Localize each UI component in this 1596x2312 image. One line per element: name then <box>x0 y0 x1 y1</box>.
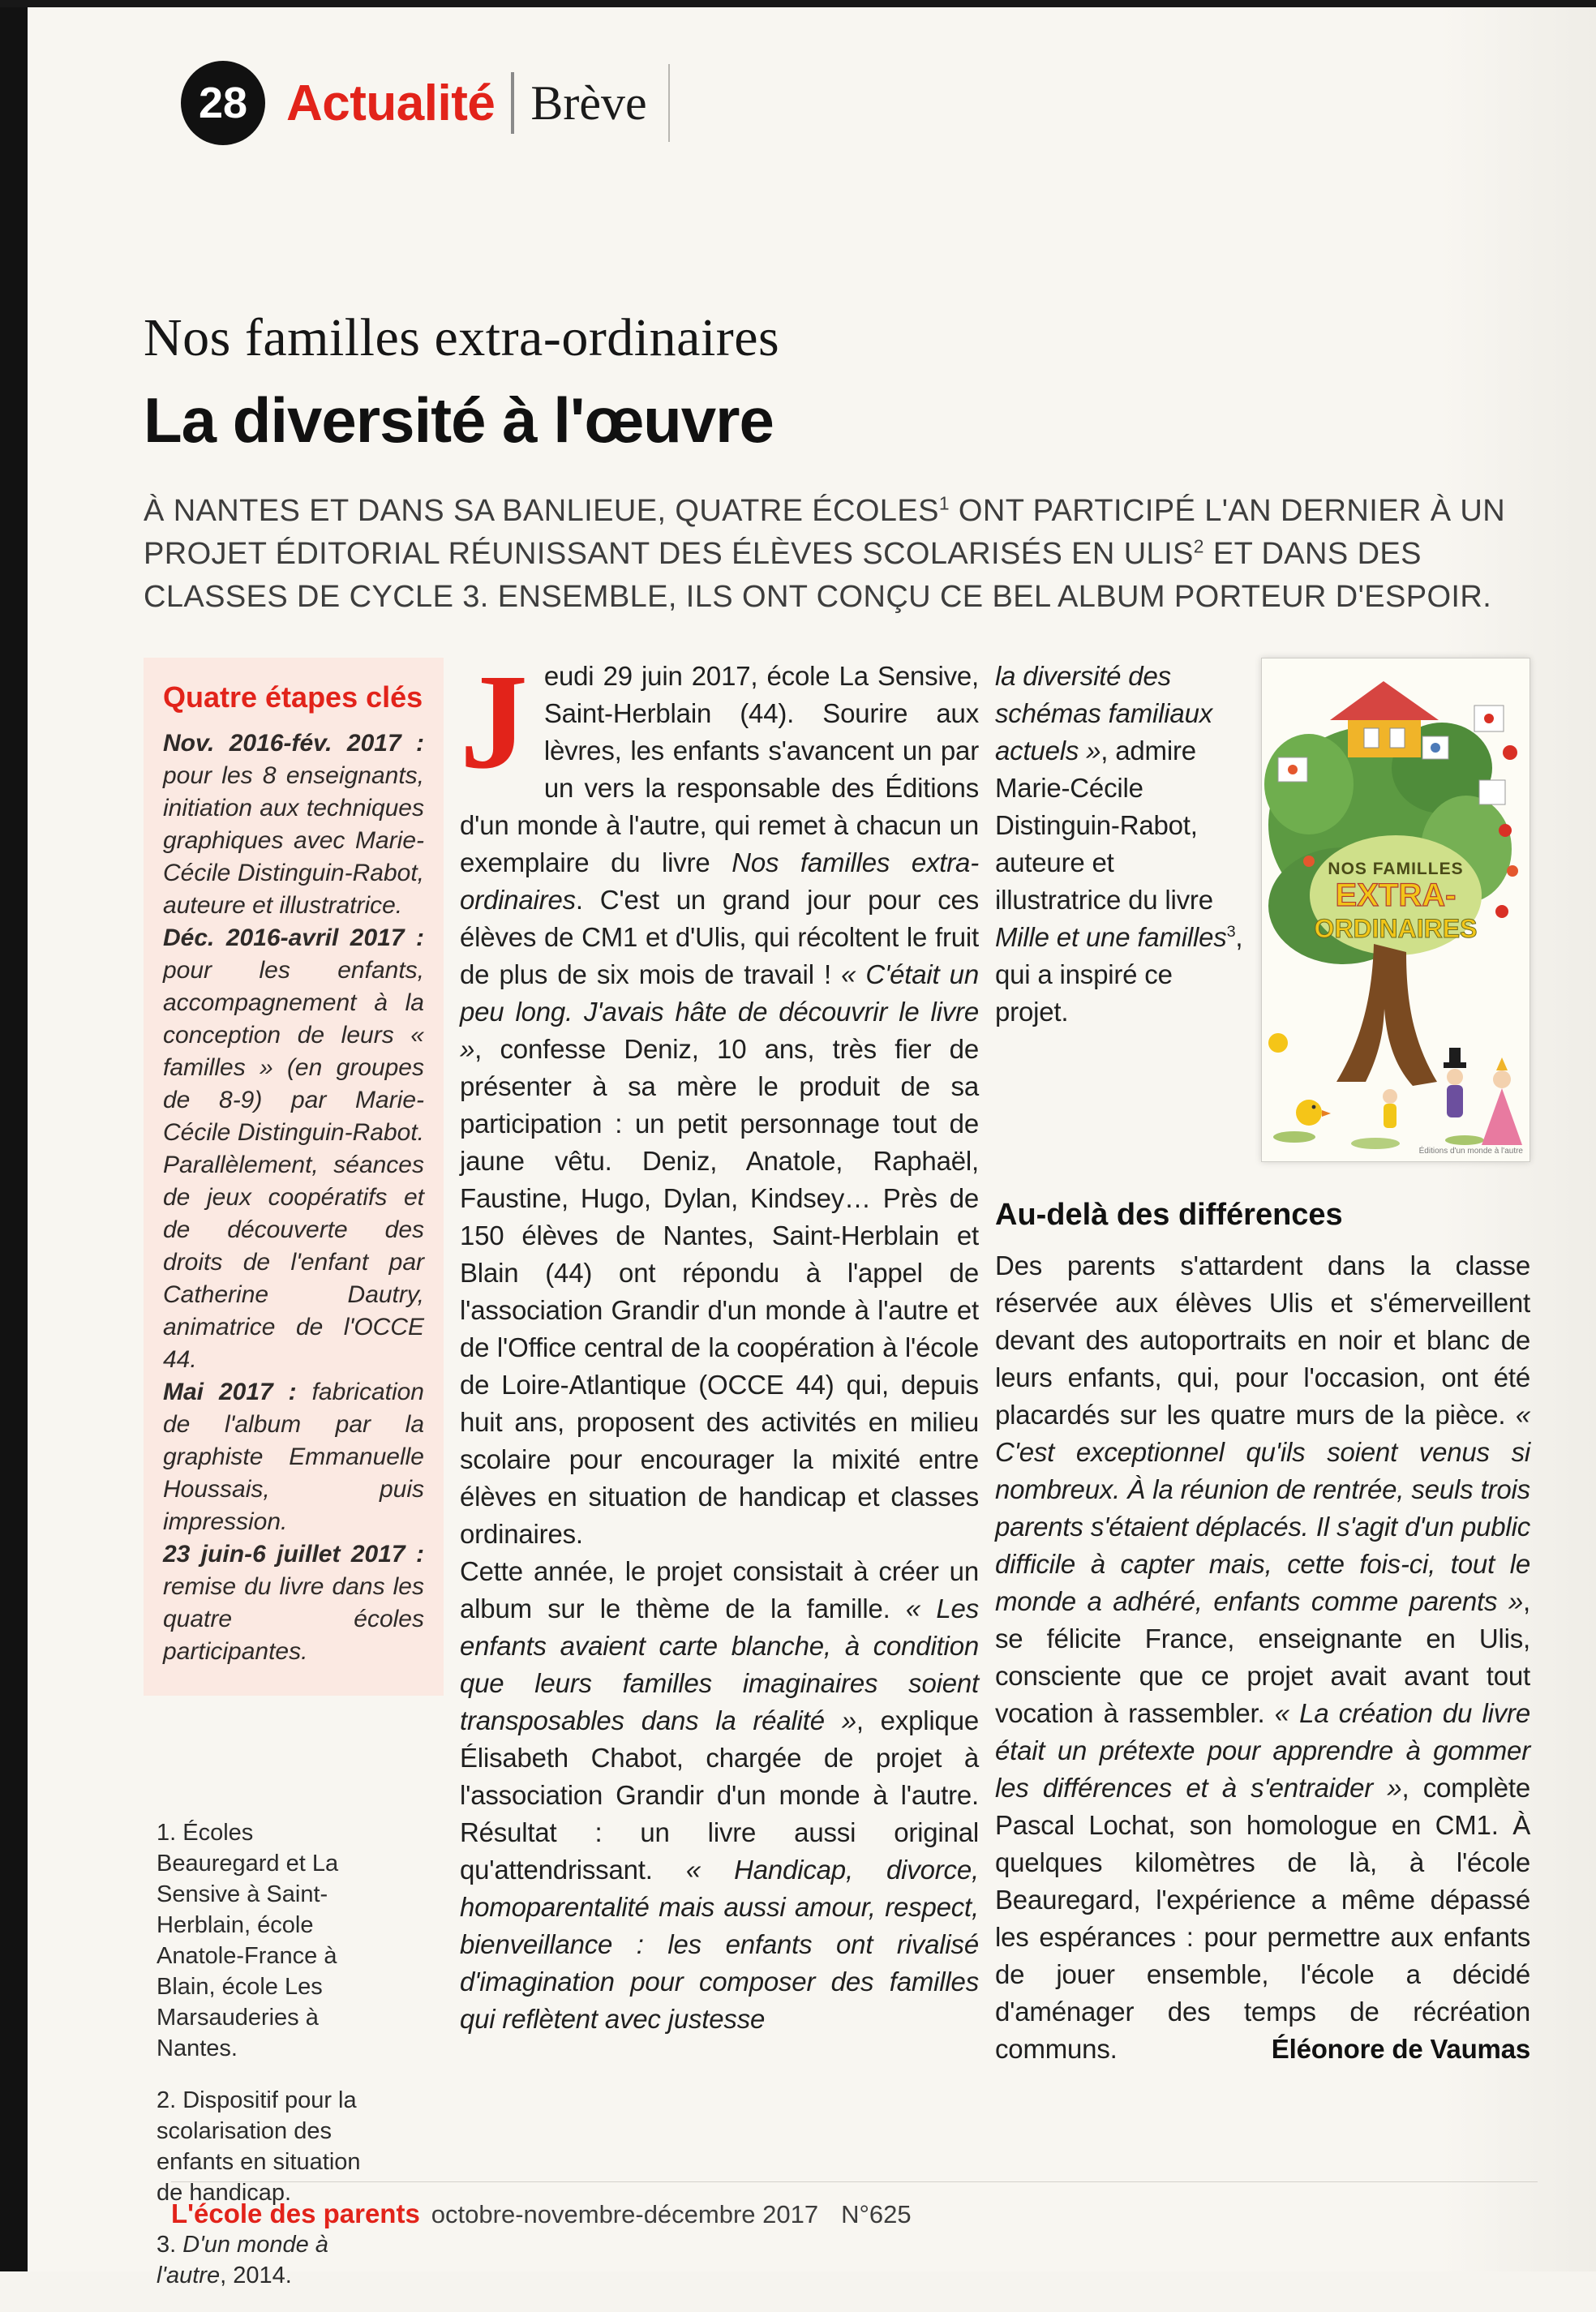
issue-number: N°625 <box>841 2200 912 2228</box>
page-number: 28 <box>198 79 248 127</box>
text-segment: « Handicap, divorce, homoparentalité mais aussi amour, respect, bienveillance : les enfants ont rivalisé d'imagination pour composer des familles qui reflètent avec justesse <box>460 1855 979 2034</box>
text-segment: , complète Pascal Lochat, son homologue en CM1. À quelques kilomètres de là, à l'école Beauregard, l'expérience a même dépassé les espérances : pour permettre aux enfants de jouer ensemble, l'école a décidé d'aménager des temps de récréation communs. <box>995 1773 1530 2064</box>
text-segment: 23 juin-6 juillet 2017 : <box>163 1541 424 1568</box>
text-segment: fabrication de l'album par la graphiste Emmanuelle Houssais, puis impression. <box>163 1379 424 1535</box>
text-segment: 1 <box>938 492 950 514</box>
section-heading: Au-delà des différences <box>995 1198 1343 1232</box>
left-column <box>144 658 444 2312</box>
paragraph <box>163 1538 424 1668</box>
right-top-block <box>995 658 1530 1162</box>
text-segment: Cette année, le projet consistait à créer un album sur le thème de la famille. <box>460 1556 979 1624</box>
middle-column <box>460 646 980 2312</box>
cover-publisher: Éditions d'un monde à l'autre <box>1418 1147 1523 1156</box>
text-segment: « La création du livre était un prétexte pour apprendre à gommer les différences et à s'entraider » <box>995 1698 1531 1803</box>
cover-title-line2: EXTRA- <box>1335 877 1457 913</box>
text-segment: ET DANS DES CLASSES DE CYCLE 3. ENSEMBLE, ILS ONT CONÇU CE BEL ALBUM PORTEUR D'ESPOIR. <box>144 537 1492 614</box>
cover-title-line1: NOS FAMILLES <box>1328 860 1464 878</box>
text-segment: remise du livre dans les quatre écoles participantes. <box>163 1573 424 1665</box>
text-segment: À NANTES ET DANS SA BANLIEUE, QUATRE ÉCOLES <box>144 494 939 528</box>
text-segment: Des parents s'attardent dans la classe réservée aux élèves Ulis et s'émerveillent devant des autoportraits en noir et blanc de leurs enfants, qui, pour l'occasion, ont été placardés sur les quatre murs de la pièce. <box>995 1250 1530 1430</box>
text-segment: 3 <box>1226 923 1236 941</box>
scan-edge-left <box>0 0 28 2271</box>
magazine-page <box>28 7 1596 2288</box>
section-body <box>995 1247 1530 2068</box>
article-title: La diversité à l'œuvre <box>144 384 774 456</box>
drop-cap: J <box>460 646 528 797</box>
book-cover-illustration <box>1262 658 1530 1161</box>
subsection-label: Brève <box>530 75 647 130</box>
text-segment: Nos familles extra-ordinaires <box>460 847 979 915</box>
paragraph <box>995 658 1245 1031</box>
article-columns <box>144 646 1538 2312</box>
text-segment: 1. Écoles Beauregard et La Sensive à Saint-Herblain, école Anatole-France à Blain, école Les Marsauderies à Nantes. <box>157 1820 339 2061</box>
page-number-badge <box>181 61 265 145</box>
paragraph <box>460 1553 979 2038</box>
section-label: Actualité <box>286 75 496 131</box>
text-segment: 2. Dispositif pour la scolarisation des enfants en situation de handicap. <box>157 2087 361 2206</box>
article-kicker: Nos familles extra-ordinaires <box>144 308 780 367</box>
text-segment: . C'est un grand jour pour ces élèves de CM1 et d'Ulis, qui récoltent le fruit de plus de six mois de travail ! <box>460 885 979 989</box>
text-segment: la diversité des schémas familiaux actuels » <box>995 661 1213 766</box>
text-segment: 2 <box>1193 535 1204 557</box>
page-footer <box>171 2181 1538 2229</box>
paragraph <box>995 1247 1530 2068</box>
text-segment: , confesse Deniz, 10 ans, très fier de présenter à sa mère le produit de sa participation : un petit personnage tout de jaune vêtu. Deniz, Anatole, Raphaël, Faustine, Hugo, Dylan, Kindsey… Près de 150 élèves de Nantes, Saint-Herblain et Blain (44) ont répondu à l'appel de l'association Grandir d'un monde à l'autre et de l'Office central de la coopération à l'école de Loire-Atlantique (OCCE 44) qui, depuis huit ans, proposent des activités en milieu scolaire pour encourager la mixité entre élèves en situation de handicap et classes ordinaires. <box>460 1034 979 1549</box>
paragraph <box>460 646 979 1553</box>
text-segment: « C'est exceptionnel qu'ils soient venus si nombreux. À la réunion de rentrée, seuls trois parents s'étaient déplacés. Il s'agit d'un public difficile à capter mais, cette fois-ci, tout le monde a adhéré, enfants comme parents » <box>995 1400 1530 1616</box>
text-segment: , 2014. <box>220 2263 292 2288</box>
text-segment: , se félicite France, enseignante en Ulis, consciente que ce projet avait avant tout vocation à rassembler. <box>995 1586 1530 1728</box>
text-segment: Nov. 2016-fév. 2017 : <box>163 730 424 757</box>
issue-date: octobre-novembre-décembre 2017 <box>431 2200 819 2228</box>
text-segment: ONT PARTICIPÉ L'AN DERNIER À UN PROJET ÉDITORIAL RÉUNISSANT DES ÉLÈVES SCOLARISÉS EN ULIS <box>144 494 1506 571</box>
text-segment: « C'était un peu long. J'avais hâte de découvrir le livre » <box>460 959 979 1064</box>
text-segment: 3. <box>157 2232 183 2258</box>
text-segment: Déc. 2016-avril 2017 : <box>163 924 424 951</box>
text-segment: , admire Marie-Cécile Distinguin-Rabot, auteure et illustratrice du livre <box>995 736 1213 915</box>
author-byline: Éléonore de Vaumas <box>1271 2034 1530 2064</box>
text-segment: D'un monde à l'autre <box>157 2232 328 2288</box>
text-segment: pour les enfants, accompagnement à la conception de leurs « familles » (en groupes de 8-9) par Marie-Cécile Distinguin-Rabot. Parallèlement, séances de jeux coopératifs et de découverte des droits de l'enfant par Catherine Dautry, animatrice de l'OCCE 44. <box>163 957 424 1373</box>
key-steps-title: Quatre étapes clés <box>163 680 423 714</box>
article-header <box>144 307 1538 619</box>
cover-title-line3: ORDINAIRES <box>1314 914 1478 943</box>
text-segment: pour les 8 enseignants, initiation aux techniques graphiques avec Marie-Cécile Distinguin-Rabot, auteure et illustratrice. <box>163 762 424 919</box>
paragraph <box>144 490 1506 619</box>
quote-continuation <box>995 658 1245 1162</box>
paragraph <box>157 1817 372 2064</box>
key-steps-box <box>144 658 444 1696</box>
paragraph <box>163 1376 424 1538</box>
key-steps-body <box>163 727 424 1668</box>
right-column <box>995 658 1530 2312</box>
masthead-divider <box>511 72 514 134</box>
text-segment: « Les enfants avaient carte blanche, à condition que leurs familles imaginaires soient transposables dans la réalité » <box>460 1594 980 1735</box>
paragraph <box>163 727 424 922</box>
text-segment: eudi 29 juin 2017, école La Sensive, Saint-Herblain (44). Sourire aux lèvres, les enfants s'avancent un par un vers la responsable des Éditions d'un monde à l'autre, qui remet à chacun un exemplaire du livre <box>460 661 979 877</box>
masthead <box>181 61 1538 145</box>
text-segment: Mille et une familles <box>995 922 1227 952</box>
text-segment: , qui a inspiré ce projet. <box>995 922 1243 1027</box>
text-segment: , explique Élisabeth Chabot, chargée de projet à l'association Grandir d'un monde à l'autre. Résultat : un livre aussi original qu'attendrissant. <box>460 1705 980 1885</box>
magazine-name: L'école des parents <box>171 2198 420 2228</box>
article-standfirst <box>144 490 1506 619</box>
paragraph <box>163 922 424 1376</box>
paragraph <box>157 2229 372 2291</box>
book-cover <box>1261 658 1530 1162</box>
masthead-divider-thin <box>668 64 670 142</box>
scan-edge-top <box>0 0 1596 7</box>
text-segment: Mai 2017 : <box>163 1379 312 1405</box>
